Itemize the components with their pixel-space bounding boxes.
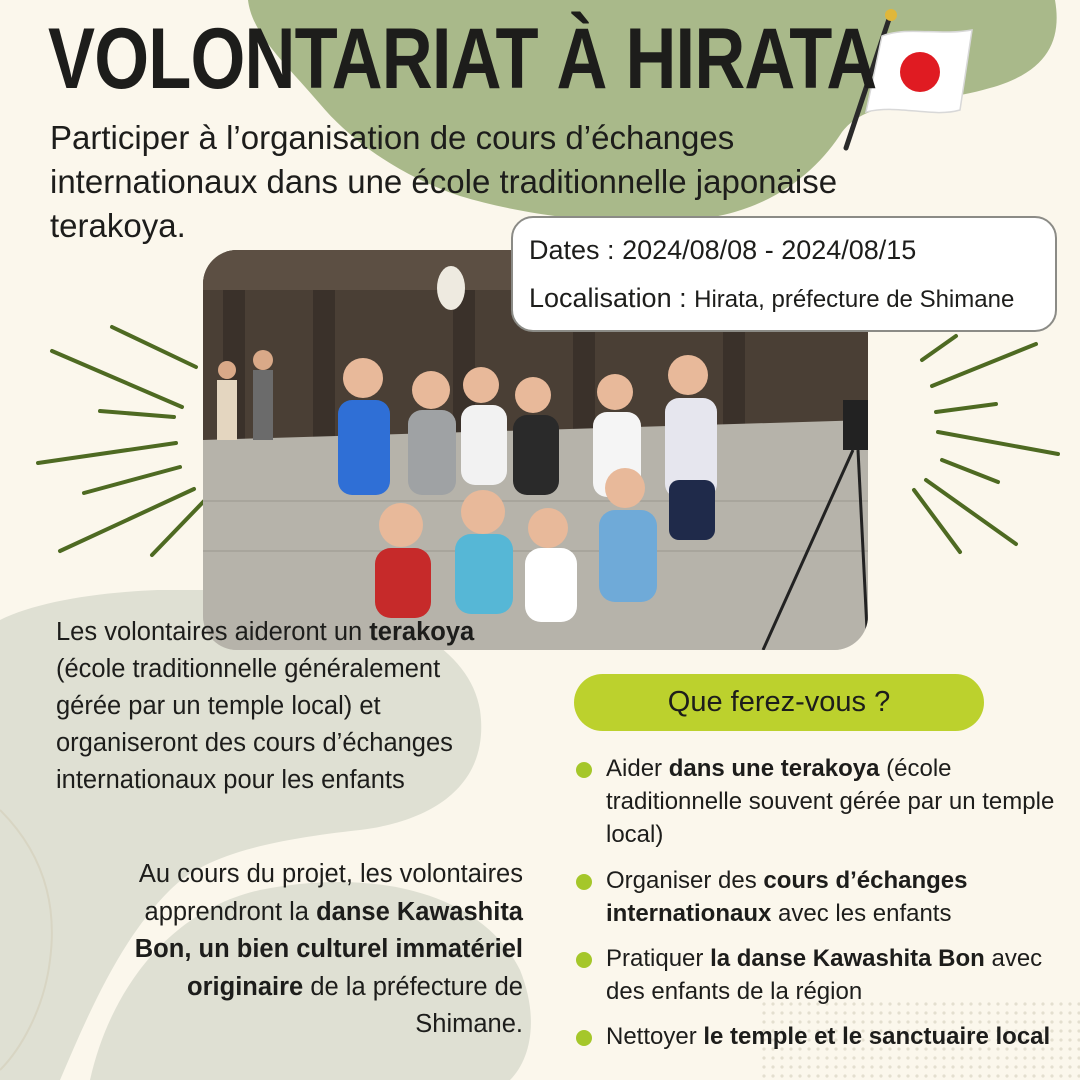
tasks-header: Que ferez-vous ? xyxy=(667,686,891,718)
task-text-bold: cours d’échanges internationaux xyxy=(606,867,968,927)
sunburst-right-icon xyxy=(910,330,1070,560)
location-label: Localisation : xyxy=(529,283,687,313)
task-text-pre: Pratiquer xyxy=(606,945,704,972)
page-title: VOLONTARIAT À HIRATA xyxy=(48,11,877,107)
task-text-pre: Aider xyxy=(606,755,663,782)
tasks-header-pill xyxy=(574,674,984,731)
task-text-bold: le temple et le sanctuaire local xyxy=(703,1023,1051,1050)
location-value: Hirata, préfecture de Shimane xyxy=(694,286,1015,313)
list-item xyxy=(576,1020,1056,1053)
sunburst-left-icon xyxy=(30,315,210,560)
task-text-pre: Nettoyer xyxy=(606,1023,697,1050)
project-text-1: Au cours du projet, les volontaires apprendront la xyxy=(138,860,523,926)
task-text-bold: dans une terakoya xyxy=(668,755,880,782)
task-text-post: avec des enfants de la région xyxy=(606,945,1043,1005)
project-text-2: de la préfecture de Shimane. xyxy=(310,972,523,1038)
list-item xyxy=(576,942,1056,1008)
task-text-post: (école traditionnelle souvent gérée par un temple local) xyxy=(606,755,1055,848)
bullet-icon xyxy=(576,762,592,778)
project-text-bold: danse Kawashita Bon, un bien culturel immatériel originaire xyxy=(134,897,523,1001)
list-item xyxy=(576,752,1056,851)
intro-text-1: Les volontaires aideront un xyxy=(56,618,363,646)
dates-label: Dates : xyxy=(529,235,615,265)
info-box xyxy=(511,216,1057,332)
page-subtitle: Participer à l’organisation de cours d’échanges internationaux dans une école traditionnelle japonaise terakoya. xyxy=(50,119,838,244)
dates-line xyxy=(529,228,1039,272)
location-line xyxy=(529,272,1039,326)
decorative-line xyxy=(0,770,70,1080)
intro-text-2: (école traditionnelle généralement gérée par un temple local) et organiseront des cours d’échanges internationaux pour les enfants xyxy=(56,655,453,794)
task-text-bold: la danse Kawashita Bon xyxy=(710,945,985,972)
dates-value: 2024/08/08 - 2024/08/15 xyxy=(622,235,917,265)
intro-text-bold: terakoya xyxy=(369,618,475,646)
bullet-icon xyxy=(576,952,592,968)
bullet-icon xyxy=(576,1030,592,1046)
list-item xyxy=(576,864,1056,930)
task-text-post: avec les enfants xyxy=(778,900,952,927)
project-paragraph xyxy=(120,856,523,1044)
task-text-pre: Organiser des xyxy=(606,867,757,894)
intro-paragraph xyxy=(56,614,476,799)
bullet-icon xyxy=(576,874,592,890)
